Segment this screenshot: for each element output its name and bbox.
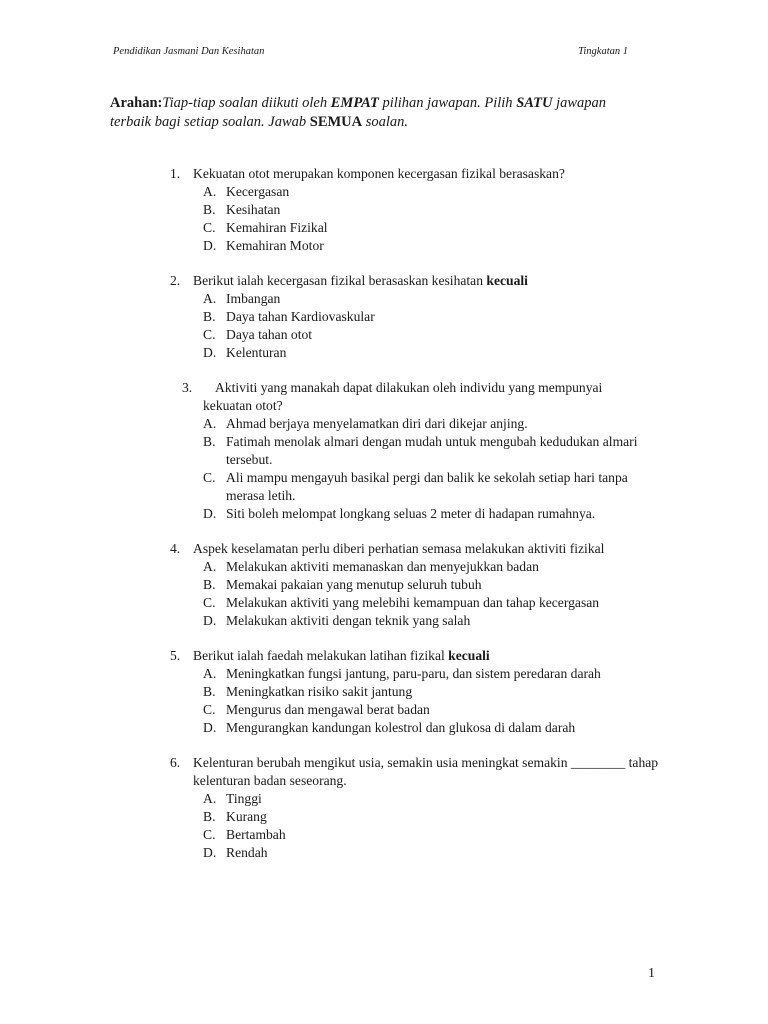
option [203,719,656,737]
directions-text: pilihan jawapan. Pilih [378,95,517,111]
option [203,790,656,808]
option-list [0,183,768,255]
question-number: 2. [170,273,181,288]
option-letter: D. [203,613,217,628]
question-4 [0,540,768,630]
header-subject: Pendidikan Jasmani Dan Kesihatan [113,46,265,57]
question-text [193,272,663,290]
option [203,469,656,505]
option [203,844,656,862]
option-text: Kesihatan [226,202,281,217]
question-text-main: Aktiviti yang manakah dapat dilakukan oleh individu yang mempunyai [215,380,603,395]
option-letter: B. [203,434,216,449]
directions-bold: SEMUA [309,114,363,130]
option-list [0,415,768,523]
option-letter: C. [203,702,216,717]
option [203,558,656,576]
option-text: Kecergasan [226,184,290,199]
question-emphasis: kecuali [448,648,490,663]
option [203,701,656,719]
question-emphasis: kecuali [486,273,528,288]
option-text: Ali mampu mengayuh basikal pergi dan balik ke sekolah setiap hari tanpa merasa letih. [226,470,628,503]
option [203,183,656,201]
question-text-continued: kekuatan otot? [203,398,283,413]
option-letter: C. [203,220,216,235]
option-letter: D. [203,345,217,360]
option-letter: B. [203,809,216,824]
option-letter: A. [203,184,217,199]
page-header [113,46,628,57]
option [203,505,656,523]
option-letter: B. [203,684,216,699]
option-letter: B. [203,202,216,217]
option [203,237,656,255]
option-text: Ahmad berjaya menyelamatkan diri dari dikejar anjing. [226,416,528,431]
option [203,219,656,237]
option-letter: A. [203,559,217,574]
option-text: Mengurus dan mengawal berat badan [226,702,430,717]
option-text: Tinggi [226,791,262,806]
question-2 [0,272,768,362]
option-text: Kelenturan [226,345,287,360]
option [203,201,656,219]
option [203,415,656,433]
option [203,594,656,612]
option-text: Kemahiran Motor [226,238,324,253]
directions-text: soalan. [362,114,409,130]
option-text: Mengurangkan kandungan kolestrol dan glukosa di dalam darah [226,720,576,735]
question-text-main: Berikut ialah faedah melakukan latihan fizikal [193,648,449,663]
option-letter: C. [203,827,216,842]
option-letter: C. [203,595,216,610]
option-list [0,290,768,362]
question-number: 4. [170,541,181,556]
option-text: Melakukan aktiviti yang melebihi kemampuan dan tahap kecergasan [226,595,600,610]
question-text-main: Berikut ialah kecergasan fizikal berasaskan kesihatan [193,273,487,288]
header-level: Tingkatan 1 [578,46,628,57]
option-letter: A. [203,666,217,681]
option [203,576,656,594]
directions-text: jawapan terbaik bagi setiap soalan. Jawab [110,95,607,130]
option-letter: A. [203,291,217,306]
question-text: Kekuatan otot merupakan komponen kecergasan fizikal berasaskan? [193,166,565,181]
option-letter: C. [203,327,216,342]
option-text: Memakai pakaian yang menutup seluruh tubuh [226,577,482,592]
question-text: Aspek keselamatan perlu diberi perhatian semasa melakukan aktiviti fizikal [193,541,605,556]
option [203,326,656,344]
option-letter: A. [203,791,217,806]
option-letter: D. [203,506,217,521]
directions-label: Arahan: [110,95,163,111]
question-3 [0,379,768,523]
option-text: Melakukan aktiviti memanaskan dan menyejukkan badan [226,559,539,574]
option-letter: B. [203,309,216,324]
option [203,290,656,308]
option-letter: A. [203,416,217,431]
option-text: Daya tahan otot [226,327,313,342]
option-letter: D. [203,238,217,253]
option-letter: B. [203,577,216,592]
option-text: Siti boleh melompat longkang seluas 2 meter di hadapan rumahnya. [226,506,596,521]
option-letter: D. [203,720,217,735]
question-number: 6. [170,755,181,770]
option-text: Meningkatkan fungsi jantung, paru-paru, dan sistem peredaran darah [226,666,601,681]
option-text: Imbangan [226,291,281,306]
option-letter: D. [203,845,217,860]
option-letter: C. [203,470,216,485]
question-list [0,165,768,879]
question-number: 5. [170,648,181,663]
option-text: Kemahiran Fizikal [226,220,328,235]
directions-bold: EMPAT [330,95,379,111]
option-text: Bertambah [226,827,286,842]
question-number: 3. [182,380,193,395]
option [203,683,656,701]
question-number: 1. [170,166,181,181]
option [203,344,656,362]
directions-text: Tiap-tiap soalan diikuti oleh [162,95,331,111]
question-6 [0,754,768,862]
page-number: 1 [648,966,655,981]
option-list [0,558,768,630]
option [203,808,656,826]
directions [110,94,650,132]
option [203,433,656,469]
option [203,665,656,683]
option [203,612,656,630]
option [203,826,656,844]
option-list [0,665,768,737]
option-list [0,790,768,862]
question-text [203,379,685,415]
question-1 [0,165,768,255]
option-text: Kurang [226,809,267,824]
option-text: Meningkatkan risiko sakit jantung [226,684,413,699]
option [203,308,656,326]
directions-bold: SATU [516,95,553,111]
option-text: Rendah [226,845,268,860]
question-text: Kelenturan berubah mengikut usia, semakin usia meningkat semakin ________ tahap kelenturan badan seseorang. [193,755,659,788]
option-text: Melakukan aktiviti dengan teknik yang salah [226,613,471,628]
question-5 [0,647,768,737]
option-text: Daya tahan Kardiovaskular [226,309,375,324]
option-text: Fatimah menolak almari dengan mudah untuk mengubah kedudukan almari tersebut. [226,434,638,467]
question-text [193,647,663,665]
